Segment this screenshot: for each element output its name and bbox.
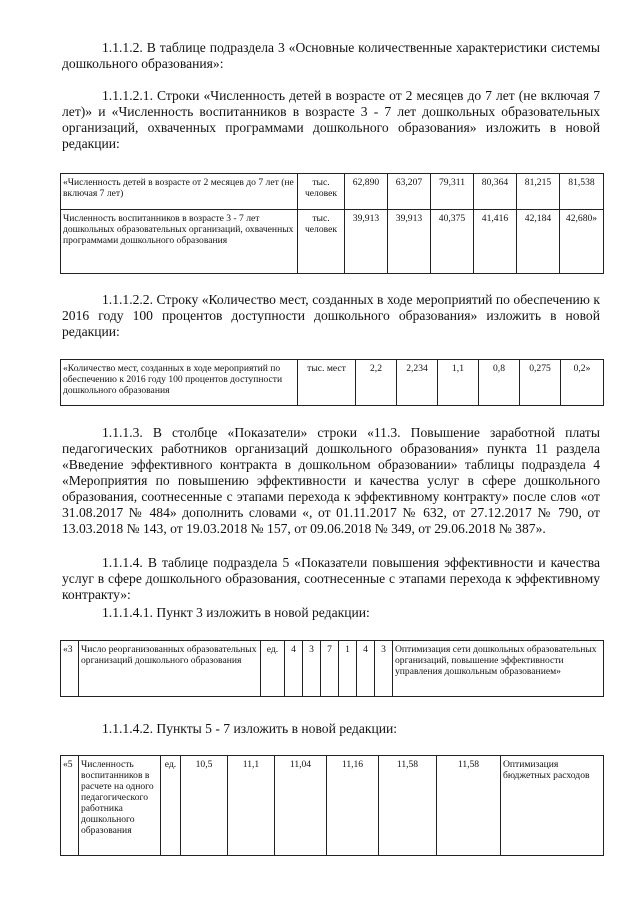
value-cell: 11,58 <box>379 756 437 856</box>
value-cell: 0,8 <box>479 360 520 406</box>
value-cell: 1 <box>339 641 357 697</box>
paragraph-1-1-1-4-2: 1.1.1.4.2. Пункты 5 - 7 изложить в новой редакции: <box>102 721 398 736</box>
value-cell: 62,890 <box>345 174 388 210</box>
row-label: «Численность детей в возрасте от 2 месяцев до 7 лет (не включая 7 лет) <box>61 174 298 210</box>
paragraph-1-1-1-4: 1.1.1.4. В таблице подраздела 5 «Показатели повышения эффективности и качества услуг в сфере дошкольного образования, соотнесенные с этапами перехода к эффективному контракту»: <box>62 555 600 602</box>
unit-cell: тыс. человек <box>298 210 345 274</box>
value-cell: 79,311 <box>431 174 474 210</box>
value-cell: 0,275 <box>520 360 561 406</box>
value-cell: 11,58 <box>437 756 501 856</box>
paragraph-1-1-1-3: 1.1.1.3. В столбце «Показатели» строки «11.3. Повышение заработной платы педагогических работников организаций дошкольного образования» пункта 11 раздела «Введение эффективного контракта в дошкольном образовании» таблицы подраздела 4 «Мероприятия по повышению эффективности и качества услуг в сфере дошкольного образования, соотнесенные с этапами перехода к эффективному контракту» после слов «от 31.08.2017 № 484» дополнить словами «, от 01.11.2017 № 632, от 27.12.2017 № 790, от 13.03.2018 № 143, от 19.03.2018 № 157, от 09.06.2018 № 349, от 29.06.2018 № 387». <box>62 425 600 536</box>
value-cell: 10,5 <box>181 756 228 856</box>
row-number: «5 <box>61 756 79 856</box>
table-row <box>61 174 604 210</box>
value-cell: 1,1 <box>438 360 479 406</box>
note-cell: Оптимизация сети дошкольных образовательных организаций, повышение эффективности управления дошкольным образованием» <box>393 641 604 697</box>
unit-cell: ед. <box>261 641 285 697</box>
value-cell: 40,375 <box>431 210 474 274</box>
value-cell: 39,913 <box>388 210 431 274</box>
paragraph-1-1-1-2-1: 1.1.1.2.1. Строки «Численность детей в возрасте от 2 месяцев до 7 лет (не включая 7 лет)» и «Численность воспитанников в возрасте 3 - 7 лет дошкольных образовательных организаций, охваченных программами дошкольного образования» изложить в новой редакции: <box>62 88 600 151</box>
value-cell: 63,207 <box>388 174 431 210</box>
note-cell: Оптимизация бюджетных расходов <box>501 756 604 856</box>
row-label: Численность воспитанников в возрасте 3 - 7 лет дошкольных образовательных организаций, охваченных программами дошкольного образования <box>61 210 298 274</box>
value-cell: 11,1 <box>228 756 275 856</box>
table-pupils-per-teacher <box>60 755 604 856</box>
value-cell: 11,16 <box>327 756 379 856</box>
row-number: «3 <box>61 641 79 697</box>
paragraph-1-1-1-2: 1.1.1.2. В таблице подраздела 3 «Основные количественные характеристики системы дошкольного образования»: <box>62 40 600 71</box>
value-cell: 0,2» <box>561 360 604 406</box>
row-label: Численность воспитанников в расчете на одного педагогического работника дошкольного образования <box>79 756 161 856</box>
value-cell: 4 <box>285 641 303 697</box>
value-cell: 2,234 <box>397 360 438 406</box>
table-row <box>61 210 604 274</box>
table-row <box>61 360 604 406</box>
unit-cell: ед. <box>161 756 181 856</box>
table-row <box>61 641 604 697</box>
table-places <box>60 359 604 406</box>
value-cell: 42,184 <box>517 210 560 274</box>
unit-cell: тыс. человек <box>298 174 345 210</box>
value-cell: 3 <box>303 641 321 697</box>
value-cell: 81,538 <box>560 174 604 210</box>
value-cell: 41,416 <box>474 210 517 274</box>
value-cell: 2,2 <box>356 360 397 406</box>
value-cell: 81,215 <box>517 174 560 210</box>
value-cell: 39,913 <box>345 210 388 274</box>
row-label: «Количество мест, созданных в ходе мероприятий по обеспечению к 2016 году 100 процентов доступности дошкольного образования <box>61 360 298 406</box>
table-population <box>60 173 604 274</box>
row-label: Число реорганизованных образовательных организаций дошкольного образования <box>79 641 261 697</box>
value-cell: 7 <box>321 641 339 697</box>
paragraph-1-1-1-2-2: 1.1.1.2.2. Строку «Количество мест, созданных в ходе мероприятий по обеспечению к 2016 году 100 процентов доступности дошкольного образования» изложить в новой редакции: <box>62 292 600 339</box>
value-cell: 11,04 <box>275 756 327 856</box>
value-cell: 42,680» <box>560 210 604 274</box>
table-row <box>61 756 604 856</box>
value-cell: 4 <box>357 641 375 697</box>
value-cell: 80,364 <box>474 174 517 210</box>
table-reorganized <box>60 640 604 697</box>
paragraph-1-1-1-4-1: 1.1.1.4.1. Пункт 3 изложить в новой редакции: <box>102 605 370 620</box>
unit-cell: тыс. мест <box>298 360 356 406</box>
value-cell: 3 <box>375 641 393 697</box>
